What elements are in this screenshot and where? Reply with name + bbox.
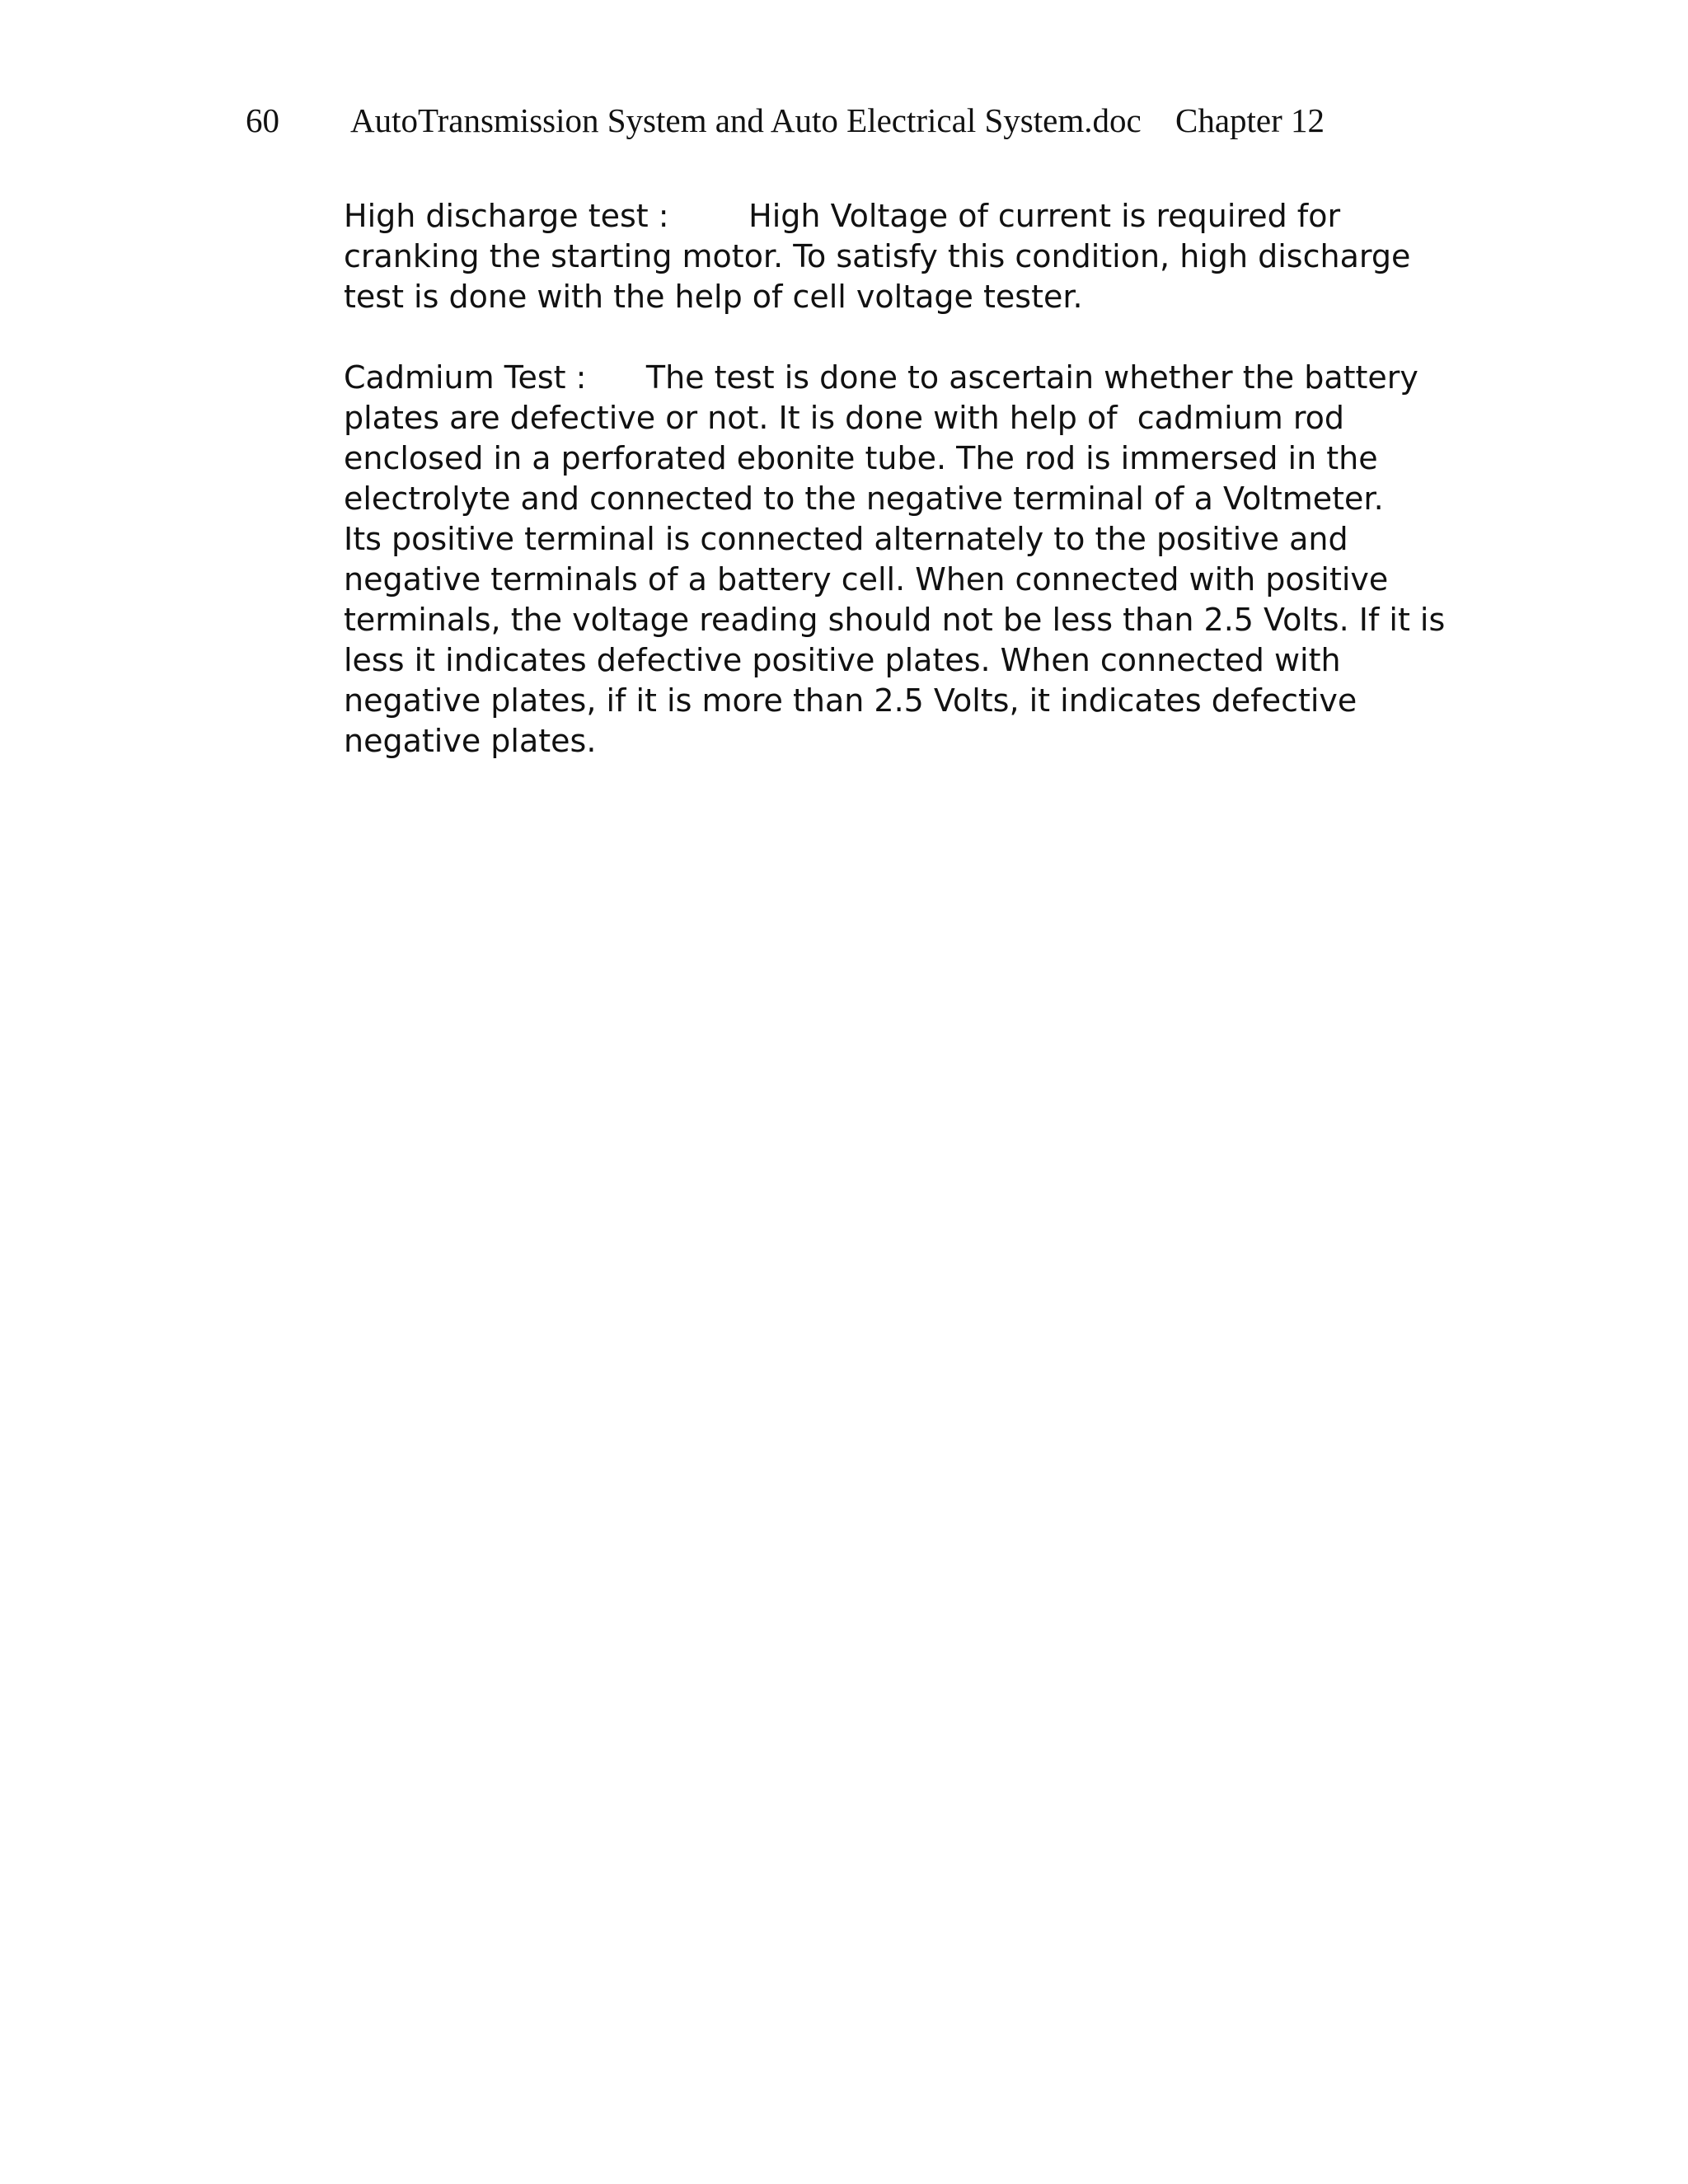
text-line: High discharge test : High Voltage of current is required for <box>344 198 1341 234</box>
text-line: negative plates, if it is more than 2.5 Volts, it indicates defective <box>344 682 1357 719</box>
document-body <box>344 196 1465 802</box>
text-line: cranking the starting motor. To satisfy this condition, high discharge <box>344 238 1411 274</box>
page-number: 60 <box>246 101 279 139</box>
page-header <box>246 97 1449 143</box>
text-line: negative terminals of a battery cell. When connected with positive <box>344 561 1389 598</box>
text-line: less it indicates defective positive plates. When connected with <box>344 642 1341 678</box>
text-line: plates are defective or not. It is done with help of cadmium rod <box>344 400 1344 436</box>
text-line: terminals, the voltage reading should not be less than 2.5 Volts. If it is <box>344 602 1446 638</box>
paragraph-high-discharge-test <box>344 196 1465 317</box>
text-line: negative plates. <box>344 723 597 759</box>
text-line: electrolyte and connected to the negative terminal of a Voltmeter. <box>344 480 1384 517</box>
text-line: test is done with the help of cell voltage tester. <box>344 279 1083 315</box>
paragraph-cadmium-test <box>344 358 1465 762</box>
text-line: Cadmium Test : The test is done to ascertain whether the battery <box>344 359 1418 396</box>
text-line: enclosed in a perforated ebonite tube. The rod is immersed in the <box>344 440 1378 476</box>
chapter-label: Chapter 12 <box>1175 101 1325 139</box>
document-title: AutoTransmission System and Auto Electrical System.doc <box>350 101 1142 139</box>
text-line: Its positive terminal is connected alternately to the positive and <box>344 521 1348 557</box>
